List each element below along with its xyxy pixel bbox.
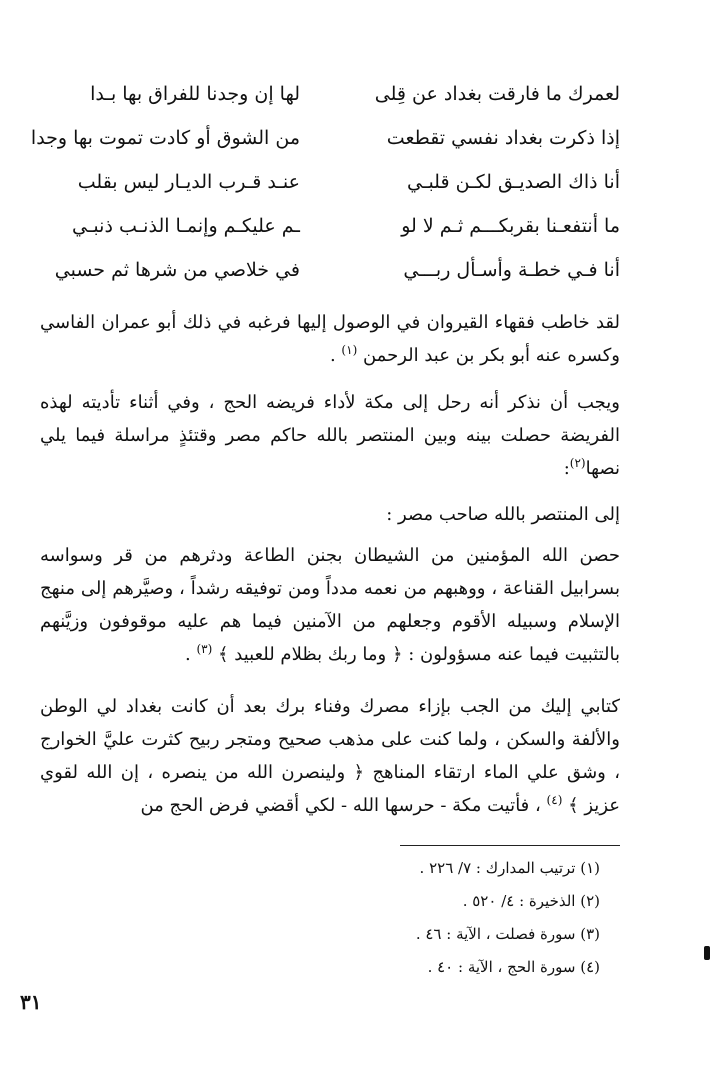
paragraph-text: ويجب أن نذكر أنه رحل إلى مكة لأداء فريضه الحج ، وفي أثناء تأديته لهذه الفريضة حصلت بينه وبين المنتصر بالله حاكم مصر وقتئذٍ مراسلة فيما يلي نصها	[40, 392, 620, 479]
footnote-ref: (١)	[341, 343, 358, 357]
verse-line	[40, 250, 620, 290]
footnote-item: (٣) سورة فصلت ، الآية : ٤٦ .	[415, 925, 600, 943]
verse-line	[40, 206, 620, 246]
verse-first-hemistich: أنا ذاك الصديـق لكـن قلبـي	[407, 171, 620, 193]
verse-second-hemistich: في خلاصي من شرها ثم حسبي	[54, 259, 300, 281]
paragraph-end: .	[184, 644, 197, 665]
paragraph-hajj	[40, 386, 620, 485]
verse-second-hemistich: لها إن وجدنا للفراق بها بـدا	[90, 83, 300, 105]
verse-first-hemistich: ما أنتفعـنا بقربكـــم ثـم لا لو	[401, 215, 620, 237]
footnote-item: (٤) سورة الحج ، الآية : ٤٠ .	[427, 958, 600, 976]
verse-line	[40, 74, 620, 114]
footnote-divider	[400, 845, 620, 846]
footnote-item: (٢) الذخيرة : ٤/ ٥٢٠ .	[462, 892, 600, 910]
paragraph-qayrawan	[40, 306, 620, 372]
verse-first-hemistich: أنا فـي خطـة وأسـأل ربـــي	[403, 259, 620, 281]
verse-first-hemistich: لعمرك ما فارقت بغداد عن قِلى	[374, 83, 620, 105]
verse-line	[30, 118, 620, 158]
verse-first-hemistich: إذا ذكرت بغداد نفسي تقطعت	[386, 127, 620, 149]
verse-second-hemistich: من الشوق أو كادت تموت بها وجدا	[30, 127, 300, 149]
verse-second-hemistich: ـم عليكـم وإنمـا الذنـب ذنبـي	[72, 215, 300, 237]
footnote-ref: (٤)	[546, 793, 563, 807]
margin-mark	[704, 946, 710, 960]
paragraph-end: ، فأتيت مكة - حرسها الله - لكي أقضي فرض الحج من	[140, 795, 547, 816]
verse-line	[40, 162, 620, 202]
footnote-item: (١) ترتيب المدارك : ٧/ ٢٢٦ .	[419, 859, 600, 877]
footnote-ref: (٣)	[196, 642, 213, 656]
letter-address	[40, 498, 620, 531]
letter-body	[40, 690, 620, 822]
footnotes	[330, 852, 600, 984]
paragraph-text: لقد خاطب فقهاء القيروان في الوصول إليها فرغبه في ذلك أبو عمران الفاسي وكسره عنه أبو بكر بن عبد الرحمن	[40, 312, 620, 366]
paragraph-text: حصن الله المؤمنين من الشيطان بجنن الطاعة ودثرهم من قر وسواسه بسرابيل القناعة ، ووهبهم من نعمه مدداً ومن توفيقه رشداً ، وصيَّرهم إلى منهج الإسلام وسبيله الأقوم وجعلهم من الآمنين فيما هم عليه موقوفون وزيَّنهم بالتثبيت فيما عنه مسؤولون : ﴿ وما ربك بظلام للعبيد ﴾	[40, 545, 621, 665]
verse-second-hemistich: عنـد قـرب الديـار ليس بقلب	[77, 171, 300, 193]
paragraph-text: إلى المنتصر بالله صاحب مصر :	[386, 504, 620, 525]
paragraph-end: .	[329, 345, 342, 366]
letter-opening	[40, 539, 620, 671]
paragraph-end: :	[563, 458, 570, 479]
paragraph-text: كتابي إليك من الجب بإزاء مصرك وفناء برك بعد أن كانت بغداد لي الوطن والألفة والسكن ، ولما كنت على مذهب صحيح ومتجر ربيح كثرت عليَّ الخوارج ، وشق علي الماء ارتقاء المناهج ﴿ ولينصرن الله من ينصره ، إن الله لقوي عزيز ﴾	[40, 696, 620, 816]
footnote-ref: (٢)	[569, 456, 586, 470]
page-number: ٣١	[20, 990, 42, 1014]
